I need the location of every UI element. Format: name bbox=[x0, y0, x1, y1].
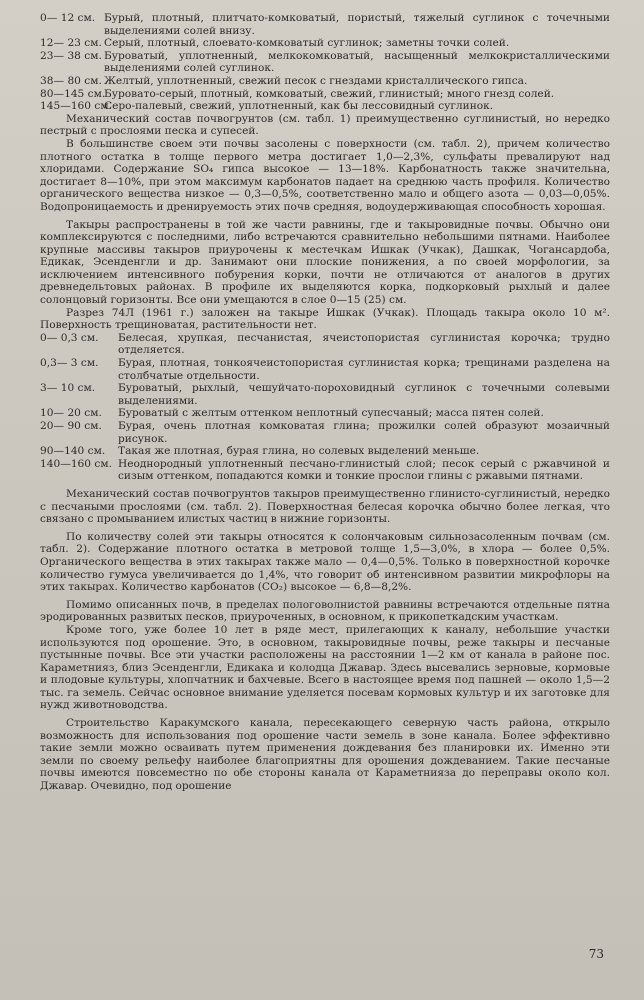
horizon-row bbox=[40, 50, 610, 75]
horizon-description: Серо-палевый, свежий, уплотненный, как бы лессовидный суглинок. bbox=[104, 100, 494, 113]
horizon-description: Буроватый, рыхлый, чешуйчато-пороховидный суглинок с точечными солевыми выделениями. bbox=[118, 382, 610, 407]
horizon-description: Желтый, уплотненный, свежий песок с гнездами кристаллического гипса. bbox=[104, 74, 528, 87]
horizon-description: Такая же плотная, бурая глина, но солевых выделений меньше. bbox=[118, 445, 480, 458]
horizon-depth: 90—140 см. bbox=[40, 445, 106, 458]
horizon-depth: 20— 90 см. bbox=[40, 420, 102, 432]
horizon-description: Бурый, плотный, плитчато-комковатый, пористый, тяжелый суглинок с точечными выделениями солей внизу. bbox=[104, 12, 610, 37]
horizon-row bbox=[40, 88, 610, 101]
horizon-depth: 12— 23 см. bbox=[40, 37, 102, 50]
horizon-row bbox=[40, 407, 610, 420]
paragraph-eroded-sands: Помимо описанных почв, в пределах пологоволнистой равнины встречаются отдельные пятна эродированных развитых песков, приуроченных, в основном, к прикопеткадским участкам. bbox=[40, 598, 610, 624]
horizon-depth: 23— 38 см. bbox=[40, 49, 102, 62]
paragraph-karakum-canal: Строительство Каракумского канала, пересекающего северную часть района, открыло возможность для использования под орошение части земель в зоне канала. Более эффективно такие земли можно осваивать путем применения дождевания без планировки их. Именно эти земли по своему рельефу наиболее благоприятны для орошения дождеванием. Такие песчаные почвы имеются повсеместно по обе стороны канала от Караметнияза до переправы около кол. Джавар. Очевидно, под орошение bbox=[40, 717, 610, 793]
horizon-row bbox=[40, 37, 610, 50]
paragraph-mechanical-composition: Механический состав почвогрунтов (см. табл. 1) преимущественно суглинистый, но нередко пестрый с прослоями песка и супесей. bbox=[40, 112, 610, 138]
horizon-description: Неоднородный уплотненный песчано-глинистый слой; песок серый с ржавчиной и сизым оттенком, попадаются комки и тонкие прослои глины с ржавыми пятнами. bbox=[118, 457, 610, 483]
horizon-depth: 0— 0,3 см. bbox=[40, 331, 99, 344]
page-number: 73 bbox=[588, 947, 604, 961]
horizon-row bbox=[40, 100, 610, 113]
horizon-description: Буроватый с желтым оттенком неплотный супесчаный; масса пятен солей. bbox=[118, 407, 544, 420]
horizon-description: Бурая, очень плотная комковатая глина; прожилки солей образуют мозаичный рисунок. bbox=[118, 420, 610, 445]
paragraph-takyr-mechanical: Механический состав почвогрунтов такыров преимущественно глинисто-суглинистый, нередко с песчаными прослоями (см. табл. 2). Поверхностная белесая корочка обычно более легкая, что связано с промыванием илистых частиц в нижние горизонты. bbox=[40, 487, 610, 526]
horizon-depth: 0,3— 3 см. bbox=[40, 357, 99, 370]
horizon-depth: 145—160 см. bbox=[40, 100, 112, 113]
paragraph-irrigation-use: Кроме того, уже более 10 лет в ряде мест, прилегающих к каналу, небольшие участки используются под орошение. Это, в основном, такыровидные почвы, реже такыры и песчаные пустынные почвы. Все эти участки расположены на расстоянии 1—2 км от канала в районе пос. Караметнияз, близ Эсенденгли, Едикака и колодца Джавар. Здесь высевались зерновые, кормовые и плодовые культуры, хлопчатник и бахчевые. Всего в настоящее время под пашней — около 1,5—2 тыс. га земель. Сейчас основное внимание уделяется посевам кормовых культур и их заготовке для нужд животноводства. bbox=[40, 623, 610, 712]
horizon-depth: 3— 10 см. bbox=[40, 382, 96, 395]
horizon-description: Белесая, хрупкая, песчанистая, ячеистопористая суглинистая корочка; трудно отделяется. bbox=[118, 331, 610, 357]
paragraph-section-description: Разрез 74Л (1961 г.) заложен на такыре Ишкак (Учкак). Площадь такыра около 10 м². Поверхность трещиноватая, растительности нет. bbox=[40, 306, 610, 332]
horizon-description: Бурая, плотная, тонкоячеистопористая суглинистая корка; трещинами разделена на столбчатые отдельности. bbox=[118, 357, 610, 382]
horizon-row bbox=[40, 420, 610, 445]
horizon-row bbox=[40, 445, 610, 458]
paragraph-takyr-distribution: Такыры распространены в той же части равнины, где и такыровидные почвы. Обычно они комплексируются с последними, либо встречаются сравнительно небольшими пятнами. Наиболее крупные массивы такыров приурочены к местечкам Ишкак (Учкак), Дашкак, Чоганcардоба, Едикак, Эсенденгли и др. Занимают они плоские понижения, а по своей морфологии, за исключением интенсивного побурения корки, почти не отличаются от аналогов в других древнедельтовых районах. В профиле их выделяются корка, подкорковый рыхлый и далее солонцовый горизонты. Все они умещаются в слое 0—15 (25) см. bbox=[40, 218, 610, 307]
horizon-depth: 10— 20 см. bbox=[40, 407, 102, 420]
horizon-depth: 140—160 см. bbox=[40, 457, 112, 470]
horizon-row bbox=[40, 12, 610, 37]
horizon-row bbox=[40, 357, 610, 382]
horizon-row bbox=[40, 332, 610, 357]
horizon-depth: 38— 80 см. bbox=[40, 74, 102, 87]
horizon-row bbox=[40, 382, 610, 407]
paragraph-takyr-salts: По количеству солей эти такыры относятся к солончаковым сильнозасоленным почвам (см. табл. 2). Содержание плотного остатка в метровой толще 1,5—3,0%, в хлора — более 0,5%. Органического вещества в этих такырах также мало — 0,4—0,5%. Только в поверхностной корочке количество гумуса увеличивается до 1,4%, что говорит об интенсивном развитии микрофлоры на этих такырах. Количество карбонатов (CO₂) высокое — 6,8—8,2%. bbox=[40, 530, 610, 594]
horizon-description: Буроватый, уплотненный, мелкокомковатый, насыщенный мелкокристаллическими выделениями солей суглинок. bbox=[104, 49, 610, 75]
horizon-depth: 0— 12 см. bbox=[40, 12, 96, 24]
horizon-description: Буровато-серый, плотный, комковатый, свежий, глинистый; много гнезд солей. bbox=[104, 87, 555, 100]
horizon-depth: 80—145 см. bbox=[40, 87, 106, 100]
horizon-row bbox=[40, 458, 610, 483]
horizon-description: Серый, плотный, слоевато-комковатый суглинок; заметны точки солей. bbox=[104, 37, 510, 50]
paragraph-salinity: В большинстве своем эти почвы засолены с поверхности (см. табл. 2), причем количество плотного остатка в толще первого метра достигает 1,0—2,3%, сульфаты превалируют над хлоридами. Содержание SO₄ гипса высокое — 13—18%. Карбонатность также значительна, достигает 8—10%, при этом максимум карбонатов падает на среднюю часть профиля. Количество органического вещества низкое — 0,3—0,5%, соответственно мало и общего азота — 0,03—0,05%. Водопроницаемость и дренируемость этих почв средняя, водоудерживающая способность хорошая. bbox=[40, 137, 610, 213]
horizon-row bbox=[40, 75, 610, 88]
